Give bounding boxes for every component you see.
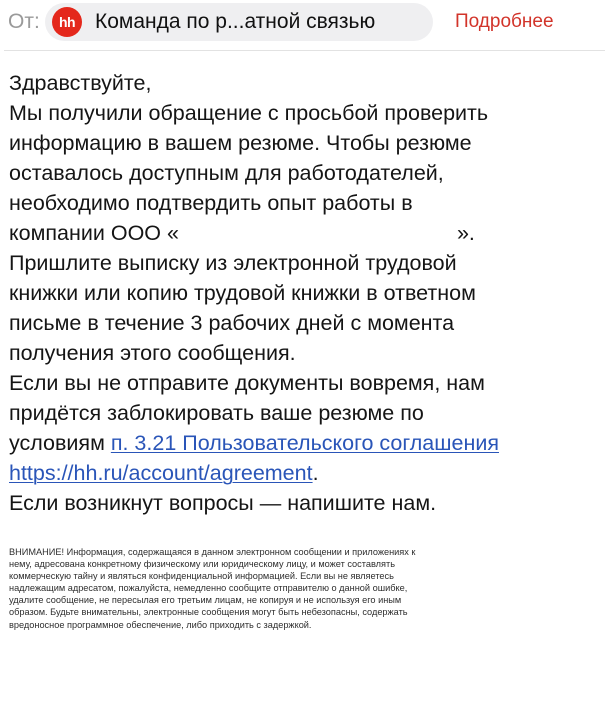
header-divider [4,50,605,51]
agreement-url-link[interactable]: https://hh.ru/account/agreement [9,461,313,485]
url-suffix: . [312,461,319,485]
disclaimer-line: образом. Будьте внимательны, электронные сообщения могут быть небезопасны, содержать [9,607,408,618]
disclaimer-line: надлежащим адресатом, пожалуйста, немедленно сообщите отправителю о данной ошибке, [9,583,408,594]
message-line: придётся заблокировать ваше резюме по [9,401,424,425]
message-line: Если вы не отправите документы вовремя, нам [9,371,485,395]
url-line [9,458,605,488]
legal-disclaimer [9,546,604,631]
from-label: От: [8,10,40,33]
disclaimer-line: удалите сообщение, не пересылая его третьим лицам, не копируя и не используя его иным [9,595,402,606]
message-line: письме в течение 3 рабочих дней с момента [9,311,455,335]
disclaimer-line: вредоносное программное обеспечение, либо приходить с задержкой. [9,619,312,630]
company-suffix: ». [456,221,475,245]
greeting-line: Здравствуйте, [9,71,152,95]
disclaimer-line: нему, адресована конкретному физическому или юридическому лицу, и может составлять [9,559,395,570]
company-line [9,218,605,248]
conditions-prefix: условиям [9,431,111,455]
conditions-line [9,428,605,458]
email-header [0,0,609,50]
message-line: получения этого сообщения. [9,341,296,365]
message-body [9,68,605,518]
company-prefix: компании ООО « [9,221,179,245]
closing-line: Если возникнут вопросы — напишите нам. [9,491,437,515]
sender-chip[interactable] [45,3,433,41]
message-line: оставалось доступным для работодателей, [9,161,444,185]
message-line: книжки или копию трудовой книжки в ответном [9,281,476,305]
agreement-link[interactable]: п. 3.21 Пользовательского соглашения [110,431,499,455]
details-link[interactable]: Подробнее [455,11,554,32]
hh-logo: hh [52,7,82,37]
message-line: информацию в вашем резюме. Чтобы резюме [9,131,472,155]
disclaimer-line: коммерческую тайну и являться конфиденциальной информацией. Если вы не являетесь [9,571,394,582]
message-line: необходимо подтвердить опыт работы в [9,191,413,215]
sender-name: Команда по р...атной связью [95,10,376,33]
disclaimer-line: ВНИМАНИЕ! Информация, содержащаяся в данном электронном сообщении и приложениях к [9,547,416,557]
message-line: Мы получили обращение с просьбой проверить [9,101,489,125]
message-line: Пришлите выписку из электронной трудовой [9,251,457,275]
